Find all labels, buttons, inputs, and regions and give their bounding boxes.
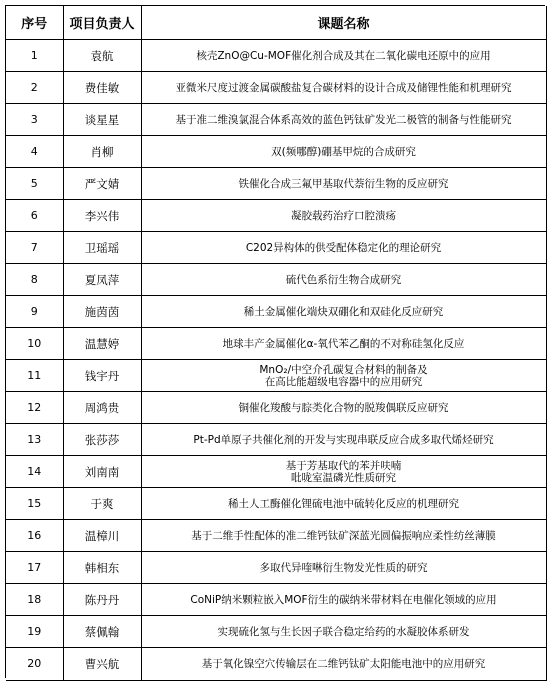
row-title-line: MnO₂/中空介孔碳复合材料的制备及 [259, 363, 428, 376]
row-leader: 刘南南 [63, 456, 141, 488]
table-row [6, 488, 546, 520]
row-leader: 温慧婷 [63, 328, 141, 360]
row-title: 稀土金属催化端炔双硼化和双硅化反应研究 [141, 296, 546, 328]
header-row [6, 6, 546, 40]
table-row [6, 200, 546, 232]
row-leader: 张莎莎 [63, 424, 141, 456]
table-row [6, 552, 546, 584]
header-title: 课题名称 [141, 6, 546, 40]
table-row [6, 232, 546, 264]
table-row [6, 520, 546, 552]
row-title: 亚微米尺度过渡金属碳酸盐复合碳材料的设计合成及储锂性能和机理研究 [141, 72, 546, 104]
table-row [6, 616, 546, 648]
header-index: 序号 [6, 6, 63, 40]
row-index: 17 [6, 552, 63, 584]
row-title: Pt-Pd单原子共催化剂的开发与实现串联反应合成多取代烯烃研究 [141, 424, 546, 456]
row-leader: 谈星星 [63, 104, 141, 136]
row-title: 凝胶载药治疗口腔溃疡 [141, 200, 546, 232]
header-leader: 项目负责人 [63, 6, 141, 40]
table-row [6, 328, 546, 360]
row-title-line: 在高比能超级电容器中的应用研究 [264, 375, 423, 388]
table-row [6, 104, 546, 136]
row-index: 14 [6, 456, 63, 488]
row-index: 9 [6, 296, 63, 328]
row-index: 10 [6, 328, 63, 360]
row-title: 基于准二维溴氯混合体系高效的蓝色钙钛矿发光二极管的制备与性能研究 [141, 104, 546, 136]
row-leader: 周鸿贵 [63, 392, 141, 424]
project-table-container [5, 5, 545, 678]
row-leader: 卫瑶瑶 [63, 232, 141, 264]
row-index: 5 [6, 168, 63, 200]
row-index: 19 [6, 616, 63, 648]
table-row [6, 360, 546, 392]
row-title: 铁催化合成三氟甲基取代萘衍生物的反应研究 [141, 168, 546, 200]
row-title: 基于二维手性配体的准二维钙钛矿深蓝光圆偏振响应柔性纺丝薄膜 [141, 520, 546, 552]
row-index: 1 [6, 40, 63, 72]
row-index: 6 [6, 200, 63, 232]
table-row [6, 40, 546, 72]
table-row [6, 72, 546, 104]
row-leader: 费佳敏 [63, 72, 141, 104]
row-leader: 施茵茵 [63, 296, 141, 328]
row-title: 双(频哪醇)硼基甲烷的合成研究 [141, 136, 546, 168]
row-title: 稀土人工酶催化锂硫电池中硫转化反应的机理研究 [141, 488, 546, 520]
row-title [141, 360, 546, 392]
table-row [6, 424, 546, 456]
row-index: 11 [6, 360, 63, 392]
row-index: 12 [6, 392, 63, 424]
row-index: 16 [6, 520, 63, 552]
row-leader: 陈丹丹 [63, 584, 141, 616]
table-row [6, 392, 546, 424]
table-row [6, 584, 546, 616]
row-leader: 夏凤萍 [63, 264, 141, 296]
row-title: 地球丰产金属催化α-氧代苯乙酮的不对称硅氢化反应 [141, 328, 546, 360]
row-leader: 肖柳 [63, 136, 141, 168]
row-leader: 李兴伟 [63, 200, 141, 232]
row-leader: 于爽 [63, 488, 141, 520]
row-index: 2 [6, 72, 63, 104]
table-body [6, 40, 546, 681]
row-index: 7 [6, 232, 63, 264]
project-table [6, 6, 547, 681]
row-title-line: 吡咙室温磷光性质研究 [291, 471, 396, 484]
row-index: 13 [6, 424, 63, 456]
row-title-line: 基于芳基取代的苯并呋喃 [285, 459, 402, 472]
row-index: 3 [6, 104, 63, 136]
row-leader: 钱宇丹 [63, 360, 141, 392]
table-row [6, 296, 546, 328]
row-title: 实现硫化氢与生长因子联合稳定给药的水凝胶体系研发 [141, 616, 546, 648]
row-title: CoNiP纳米颗粒嵌入MOF衍生的碳纳米带材料在电催化领域的应用 [141, 584, 546, 616]
table-row [6, 456, 546, 488]
row-index: 18 [6, 584, 63, 616]
row-leader: 蔡佩翰 [63, 616, 141, 648]
row-index: 15 [6, 488, 63, 520]
row-index: 8 [6, 264, 63, 296]
row-index: 4 [6, 136, 63, 168]
row-leader: 温樟川 [63, 520, 141, 552]
row-leader: 袁航 [63, 40, 141, 72]
row-title: C202异构体的供受配体稳定化的理论研究 [141, 232, 546, 264]
table-row [6, 264, 546, 296]
row-title: 多取代异喹啉衍生物发光性质的研究 [141, 552, 546, 584]
row-leader: 曹兴航 [63, 648, 141, 681]
row-leader: 韩相东 [63, 552, 141, 584]
row-title: 铜催化羧酸与腙类化合物的脱羧偶联反应研究 [141, 392, 546, 424]
row-index: 20 [6, 648, 63, 681]
row-title [141, 456, 546, 488]
row-title: 核壳ZnO@Cu-MOF催化剂合成及其在二氧化碳电还原中的应用 [141, 40, 546, 72]
row-leader: 严文婧 [63, 168, 141, 200]
row-title: 基于氧化镍空穴传输层在二维钙钛矿太阳能电池中的应用研究 [141, 648, 546, 681]
table-row [6, 168, 546, 200]
table-row [6, 648, 546, 681]
table-row [6, 136, 546, 168]
row-title: 硫代色系衍生物合成研究 [141, 264, 546, 296]
